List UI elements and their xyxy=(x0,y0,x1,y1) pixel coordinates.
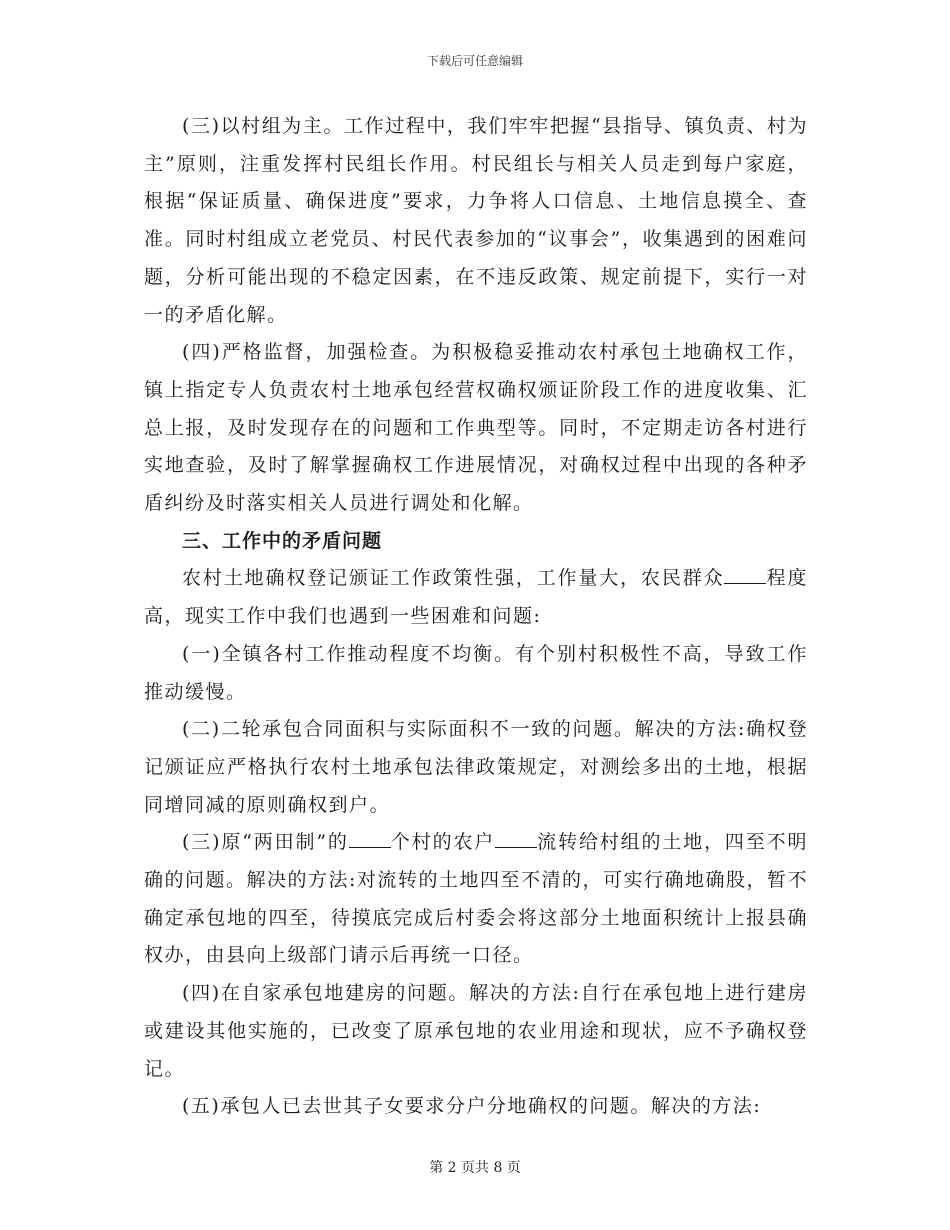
paragraph-3: (三)以村组为主。工作过程中，我们牢牢把握“县指导、镇负责、村为主”原则，注重发挥村民组长作用。村民组长与相关人员走到每户家庭，根据“保证质量、确保进度”要求，力争将人口信息、土地信息摸全、查准。同时村组成立老党员、村民代表参加的“议事会”，收集遇到的困难问题，分析可能出现的不稳定因素，在不违反政策、规定前提下，实行一对一的矛盾化解。 xyxy=(144,115,808,326)
issue-3-text-2: 个村的农户 xyxy=(390,831,496,854)
issue-2: (二)二轮承包合同面积与实际面积不一致的问题。解决的方法:确权登记颁证应严格执行农村土地承包法律政策规定，对测绘多出的土地，根据同增同减的原则确权到户。 xyxy=(144,718,808,816)
issue-3 xyxy=(144,824,808,975)
issue-1: (一)全镇各村工作推动程度不均衡。有个别村积极性不高，导致工作推动缓慢。 xyxy=(144,642,808,703)
issue-3-text-1: (三)原“两田制”的 xyxy=(182,831,349,854)
issue-3-text-3: 流转给村组的土地，四至不明确的问题。解决的方法:对流转的土地四至不清的，可实行确地确股，暂不确定承包地的四至，待摸底完成后村委会将这部分土地面积统计上报县确权办，由县向上级部门请示后再统一口径。 xyxy=(144,831,808,967)
intro-text-1: 农村土地确权登记颁证工作政策性强，工作量大，农民群众 xyxy=(182,567,725,590)
issue-4: (四)在自家承包地建房的问题。解决的方法:自行在承包地上进行建房或建设其他实施的，已改变了原承包地的农业用途和现状，应不予确权登记。 xyxy=(144,982,808,1080)
issue-5: (五)承包人已去世其子女要求分户分地确权的问题。解决的方法: xyxy=(182,1095,762,1118)
document-body xyxy=(144,108,808,1126)
page-footer: 第 2 页共 8 页 xyxy=(429,1160,521,1176)
page-header: 下载后可任意编辑 xyxy=(426,54,523,68)
blank-line xyxy=(495,830,537,848)
paragraph-intro xyxy=(144,560,808,635)
intro-text-2: 程度高，现实工作中我们也遇到一些困难和问题: xyxy=(144,567,808,628)
section-heading: 三、工作中的矛盾问题 xyxy=(182,529,383,552)
blank-line xyxy=(349,830,391,848)
paragraph-4: (四)严格监督，加强检查。为积极稳妥推动农村承包土地确权工作，镇上指定专人负责农村土地承包经营权确权颁证阶段工作的进度收集、汇总上报，及时发现存在的问题和工作典型等。同时，不定期走访各村进行实地查验，及时了解掌握确权工作进展情况，对确权过程中出现的各种矛盾纠纷及时落实相关人员进行调处和化解。 xyxy=(144,341,808,515)
blank-line xyxy=(724,566,766,584)
